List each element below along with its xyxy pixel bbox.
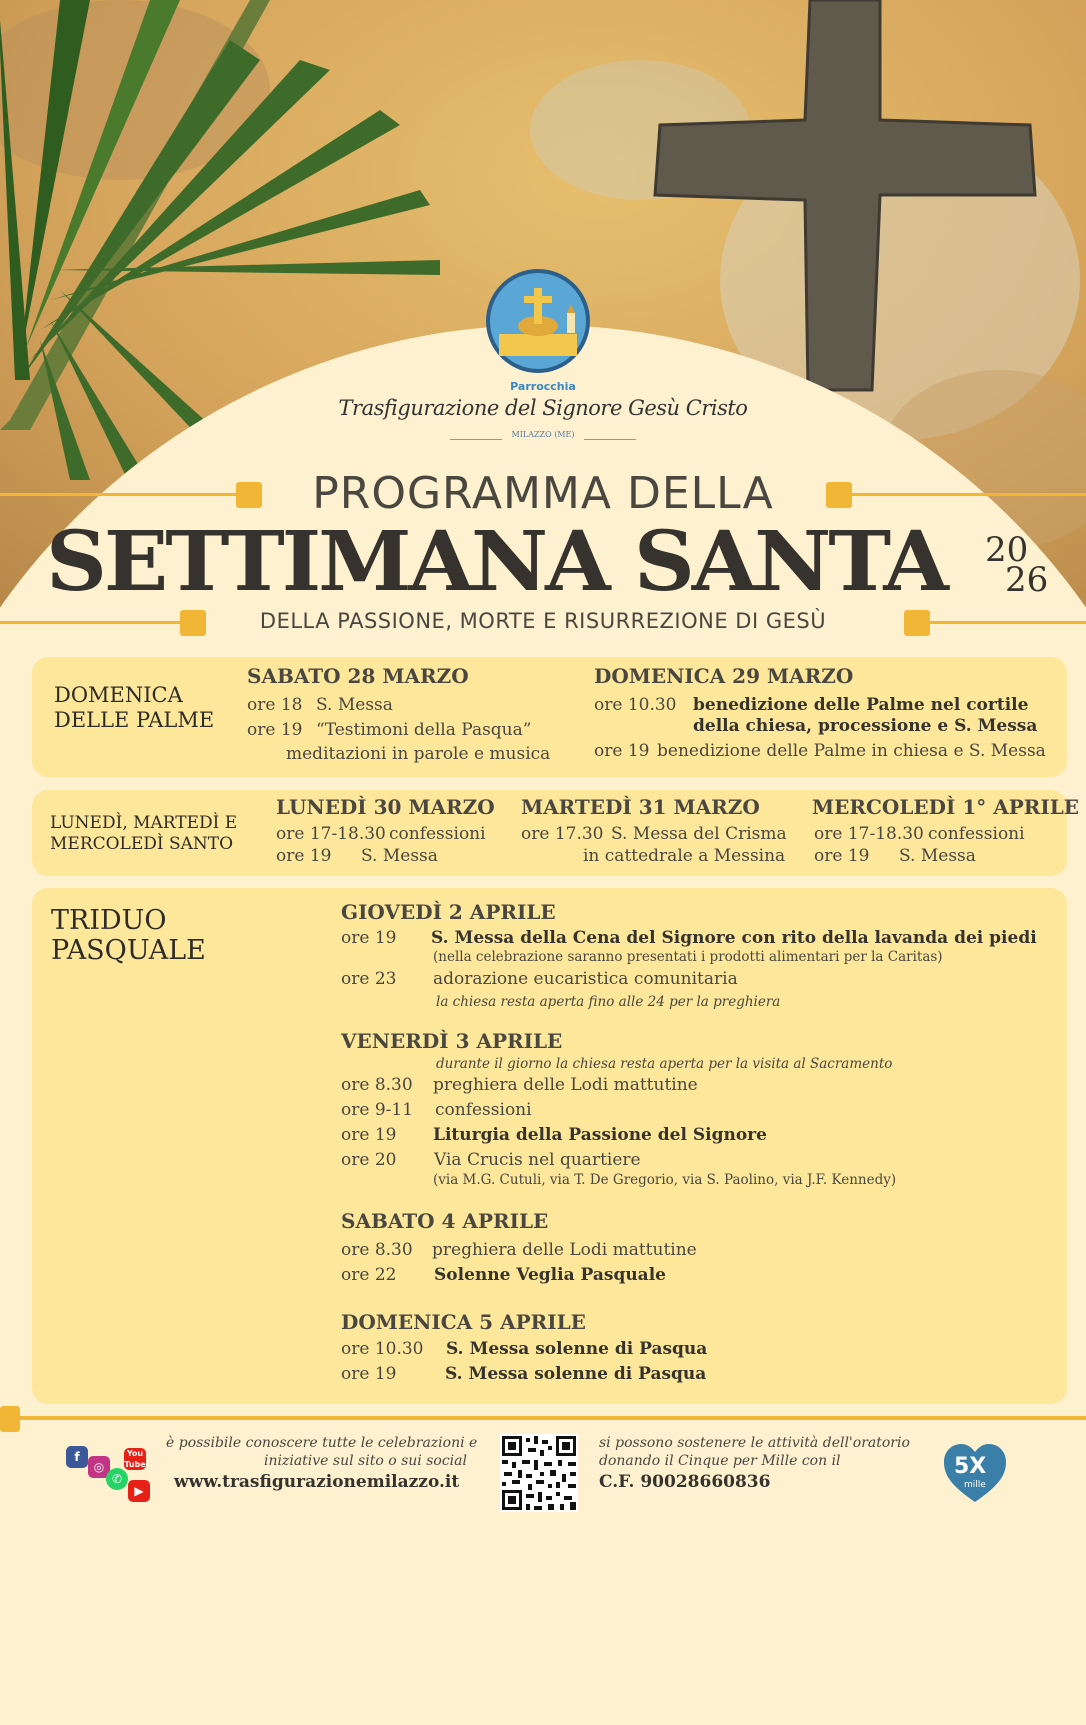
- footer-support: si possono sostenere le attività dell'oratorio: [599, 1435, 910, 1451]
- event-text: “Testimoni della Pasqua”: [316, 720, 532, 740]
- event-time: ore 19: [341, 1125, 397, 1145]
- footer-support: donando il Cinque per Mille con il: [599, 1453, 841, 1469]
- event-note: (via M.G. Cutuli, via T. De Gregorio, via S. Paolino, via J.F. Kennedy): [433, 1172, 897, 1188]
- event-text: Solenne Veglia Pasquale: [434, 1265, 666, 1285]
- event-time: ore 22: [341, 1265, 397, 1285]
- badge-sublabel: mille: [964, 1480, 986, 1490]
- section-title: LUNEDÌ, MARTEDÌ E: [50, 813, 238, 833]
- event-note: durante il giorno la chiesa resta aperta per la visita al Sacramento: [436, 1056, 893, 1072]
- event-time: ore 17-18.30: [276, 824, 386, 844]
- event-note: la chiesa resta aperta fino alle 24 per la preghiera: [436, 994, 781, 1010]
- instagram-icon[interactable]: ◎: [88, 1456, 110, 1478]
- footer-divider: [0, 1416, 1086, 1420]
- footer-info: iniziative sul sito o sui social: [264, 1453, 467, 1469]
- day-heading: MERCOLEDÌ 1° APRILE: [812, 795, 1080, 819]
- event-time: ore 19: [247, 720, 303, 740]
- event-text: S. Messa solenne di Pasqua: [445, 1364, 707, 1384]
- cinque-per-mille-badge: [942, 1442, 1008, 1504]
- year-top: 20: [985, 530, 1029, 570]
- website-link[interactable]: www.trasfigurazionemilazzo.it: [174, 1472, 460, 1492]
- event-time: ore 19: [814, 846, 870, 866]
- event-text: adorazione eucaristica comunitaria: [433, 969, 738, 989]
- event-text: Via Crucis nel quartiere: [434, 1150, 641, 1170]
- event-text: S. Messa: [899, 846, 976, 866]
- event-note: in cattedrale a Messina: [583, 846, 786, 866]
- event-time: ore 19: [276, 846, 332, 866]
- event-text: confessioni: [928, 824, 1025, 844]
- event-text: S. Messa: [316, 695, 393, 715]
- event-text: confessioni: [435, 1100, 532, 1120]
- event-note: (nella celebrazione saranno presentati i prodotti alimentari per la Caritas): [433, 949, 943, 965]
- day-heading: MARTEDÌ 31 MARZO: [521, 795, 760, 819]
- youtube-icon[interactable]: You Tube: [124, 1449, 146, 1469]
- qr-code[interactable]: [500, 1434, 578, 1512]
- event-time: ore 17-18.30: [814, 824, 924, 844]
- parish-logo: [485, 268, 591, 374]
- event-text: S. Messa della Cena del Signore con rito della lavanda dei piedi: [431, 928, 1037, 948]
- day-heading: LUNEDÌ 30 MARZO: [276, 795, 495, 819]
- tax-code: C.F. 90028660836: [599, 1472, 771, 1492]
- parish-name: Trasfigurazione del Signore Gesù Cristo: [338, 396, 748, 420]
- event-time: ore 20: [341, 1150, 397, 1170]
- day-heading: DOMENICA 29 MARZO: [594, 664, 854, 688]
- event-time: ore 8.30: [341, 1075, 413, 1095]
- event-time: ore 19: [341, 1364, 397, 1384]
- event-time: ore 18: [247, 695, 303, 715]
- day-heading: SABATO 28 MARZO: [247, 664, 469, 688]
- parish-place: MILAZZO (ME): [450, 430, 636, 439]
- event-time: ore 8.30: [341, 1240, 413, 1260]
- event-text: benedizione delle Palme in chiesa e S. Messa: [657, 741, 1046, 761]
- badge-label: 5X: [954, 1454, 987, 1479]
- event-time: ore 17.30: [521, 824, 604, 844]
- section-title: DELLE PALME: [54, 708, 215, 732]
- event-text: S. Messa: [361, 846, 438, 866]
- event-text: S. Messa del Crisma: [611, 824, 787, 844]
- title-line-2: SETTIMANA SANTA: [46, 514, 946, 610]
- parish-label: Parrocchia: [510, 380, 576, 393]
- event-text: S. Messa solenne di Pasqua: [446, 1339, 708, 1359]
- event-time: ore 9-11: [341, 1100, 414, 1120]
- day-heading: DOMENICA 5 APRILE: [341, 1310, 586, 1334]
- day-heading: VENERDÌ 3 APRILE: [341, 1029, 563, 1053]
- section-title: MERCOLEDÌ SANTO: [50, 834, 234, 854]
- youtube-play-icon[interactable]: ▶: [128, 1480, 150, 1502]
- event-time: ore 19: [341, 928, 397, 948]
- event-time: ore 10.30: [594, 695, 677, 715]
- section-title: DOMENICA: [54, 683, 183, 707]
- facebook-icon[interactable]: f: [66, 1446, 88, 1468]
- deco-line: [924, 621, 1086, 624]
- event-text: Liturgia della Passione del Signore: [433, 1125, 767, 1145]
- event-time: ore 23: [341, 969, 397, 989]
- day-heading: GIOVEDÌ 2 APRILE: [341, 900, 556, 924]
- event-text: preghiera delle Lodi mattutine: [432, 1240, 697, 1260]
- event-text: benedizione delle Palme nel cortile: [693, 695, 1029, 715]
- event-time: ore 10.30: [341, 1339, 424, 1359]
- day-heading: SABATO 4 APRILE: [341, 1209, 549, 1233]
- whatsapp-icon[interactable]: ✆: [106, 1468, 128, 1490]
- section-title: PASQUALE: [51, 935, 206, 966]
- event-text: preghiera delle Lodi mattutine: [433, 1075, 698, 1095]
- footer-info: è possibile conoscere tutte le celebrazioni e: [166, 1435, 478, 1451]
- title-line-1: PROGRAMMA DELLA: [312, 468, 774, 519]
- event-note: meditazioni in parole e musica: [286, 744, 551, 764]
- year-bottom: 26: [1005, 560, 1049, 600]
- subtitle: DELLA PASSIONE, MORTE E RISURREZIONE DI GESÙ: [259, 609, 827, 633]
- event-text: confessioni: [389, 824, 486, 844]
- section-title: TRIDUO: [51, 905, 167, 936]
- event-text: della chiesa, processione e S. Messa: [693, 716, 1038, 736]
- event-time: ore 19: [594, 741, 650, 761]
